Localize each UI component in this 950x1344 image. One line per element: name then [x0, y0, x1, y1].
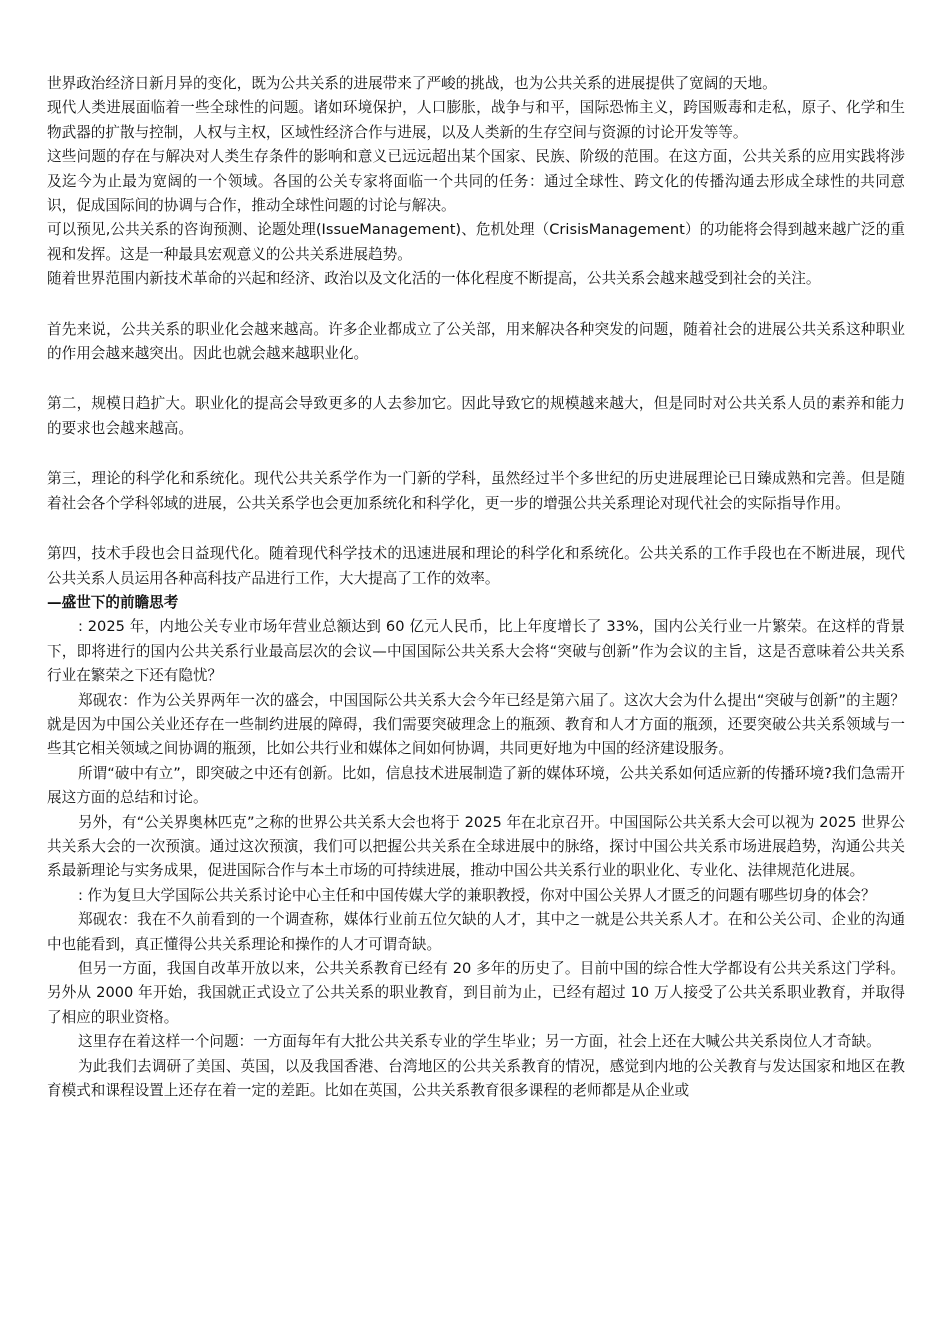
interview-question-2: : 作为复旦大学国际公共关系讨论中心主任和中国传媒大学的兼职教授，你对中国公关界人才匮乏的问题有哪些切身的体会？: [78, 886, 876, 904]
paragraph-second: 第二，规模日趋扩大。职业化的提高会导致更多的人去参加它。因此导致它的规模越来越大，但是同时对公共关系人员的素养和能力的要求也会越来越高。: [47, 395, 905, 437]
paragraph-third: 第三，理论的科学化和系统化。现代公共关系学作为一门新的学科，虽然经过半个多世纪的历史进展理论已日臻成熟和完善。但是随着社会各个学科邻域的进展，公共关系学也会更加系统化和科学化，更一步的增强公共关系理论对现代社会的实际指导作用。: [47, 470, 905, 512]
interview-answer-1: 郑砚农：作为公关界两年一次的盛会，中国国际公共关系大会今年已经是第六届了。这次大会为什么提出“突破与创新”的主题？就是因为中国公关业还存在一些制约进展的障碍，我们需要突破理念上的瓶颈、教育和人才方面的瓶颈，还要突破公共关系领域与一些其它相关领域之间协调的瓶颈，比如公共行业和媒体之间如何协调，共同更好地为中国的经济建设服务。: [47, 691, 905, 758]
paragraph-gap: [47, 292, 905, 318]
paragraph-global-issues: 现代人类进展面临着一些全球性的问题。诸如环境保护，人口膨胀，战争与和平，国际恐怖主义，跨国贩毒和走私，原子、化学和生物武器的扩散与控制，人权与主权，区域性经济合作与进展，以及人类新的生存空间与资源的讨论开发等等。: [47, 99, 905, 141]
paragraph-fourth: 第四，技术手段也会日益现代化。随着现代科学技术的迅速进展和理论的科学化和系统化。公共关系的工作手段也在不断进展，现代公共关系人员运用各种高科技产品进行工作，大大提高了工作的效率。: [47, 545, 905, 587]
interview-answer-2b: 但另一方面，我国自改革开放以来，公共关系教育已经有 20 多年的历史了。目前中国的综合性大学都设有公共关系这门学科。另外从 2000 年开始，我国就正式设立了公共关系的职业教育，到目前为止，已经有超过 10 万人接受了公共关系职业教育，并取得了相应的职业资格。: [47, 960, 905, 1026]
paragraph-gap: [47, 516, 905, 542]
paragraph-scope: 这些问题的存在与解决对人类生存条件的影响和意义已远远超出某个国家、民族、阶级的范围。在这方面，公共关系的应用实践将涉及迄今为止最为宽阔的一个领域。各国的公关专家将面临一个共同的任务：通过全球性、跨文化的传播沟通去形成全球性的共同意识，促成国际间的协调与合作，推动全球性问题的讨论与解决。: [47, 148, 905, 215]
document-page: [47, 72, 905, 1103]
paragraph-attention: 随着世界范围内新技术革命的兴起和经济、政治以及文化活的一体化程度不断提高，公共关系会越来越受到社会的关注。: [47, 270, 821, 288]
paragraph-first: 首先来说，公共关系的职业化会越来越高。许多企业都成立了公关部，用来解决各种突发的问题，随着社会的进展公共关系这种职业的作用会越来越突出。因此也就会越来越职业化。: [47, 320, 905, 363]
paragraph-forecast: 可以预见,公共关系的咨询预测、论题处理(IssueManagement)、危机处理（CrisisManagement）的功能将会得到越来越广泛的重视和发挥。这是一种最具宏观意义的公共关系进展趋势。: [47, 221, 905, 263]
paragraph-gap: [47, 366, 905, 392]
paragraph-gap: [47, 441, 905, 467]
paragraph-intro: 世界政治经济日新月异的变化，既为公共关系的进展带来了严峻的挑战，也为公共关系的进展提供了宽阔的天地。: [47, 75, 777, 92]
section-heading: —盛世下的前瞻思考: [47, 593, 179, 611]
interview-answer-1c: 另外，有“公关界奥林匹克”之称的世界公共关系大会也将于 2025 年在北京召开。中国国际公共关系大会可以视为 2025 世界公共关系大会的一次预演。通过这次预演，我们可以把握公共关系在全球进展中的脉络，探讨中国公共关系市场进展趋势，沟通公共关系最新理论与实务成果，促进国际合作与本土市场的可持续进展，推动中国公共关系行业的职业化、专业化、法律规范化进展。: [47, 813, 905, 880]
interview-answer-1b: 所谓“破中有立”，即突破之中还有创新。比如，信息技术进展制造了新的媒体环境，公共关系如何适应新的传播环境?我们急需开展这方面的总结和讨论。: [47, 764, 905, 807]
interview-answer-2c: 这里存在着这样一个问题：一方面每年有大批公共关系专业的学生毕业；另一方面，社会上还在大喊公共关系岗位人才奇缺。: [78, 1033, 881, 1051]
interview-question-1: : 2025 年，内地公关专业市场年营业总额达到 60 亿元人民币，比上年度增长了 33%，国内公关行业一片繁荣。在这样的背景下，即将进行的国内公共关系行业最高层次的会议—中国国际公共关系大会将“突破与创新”作为会议的主旨，这是否意味着公共关系行业在繁荣之下还有隐忧？: [47, 618, 905, 685]
interview-answer-2: 郑砚农：我在不久前看到的一个调查称，媒体行业前五位欠缺的人才，其中之一就是公共关系人才。在和公关公司、企业的沟通中也能看到，真正懂得公共关系理论和操作的人才可谓奇缺。: [47, 911, 905, 953]
interview-answer-2d: 为此我们去调研了美国、英国，以及我国香港、台湾地区的公共关系教育的情况，感觉到内地的公关教育与发达国家和地区在教育模式和课程设置上还存在着一定的差距。比如在英国，公共关系教育很多课程的老师都是从企业或: [47, 1057, 905, 1100]
